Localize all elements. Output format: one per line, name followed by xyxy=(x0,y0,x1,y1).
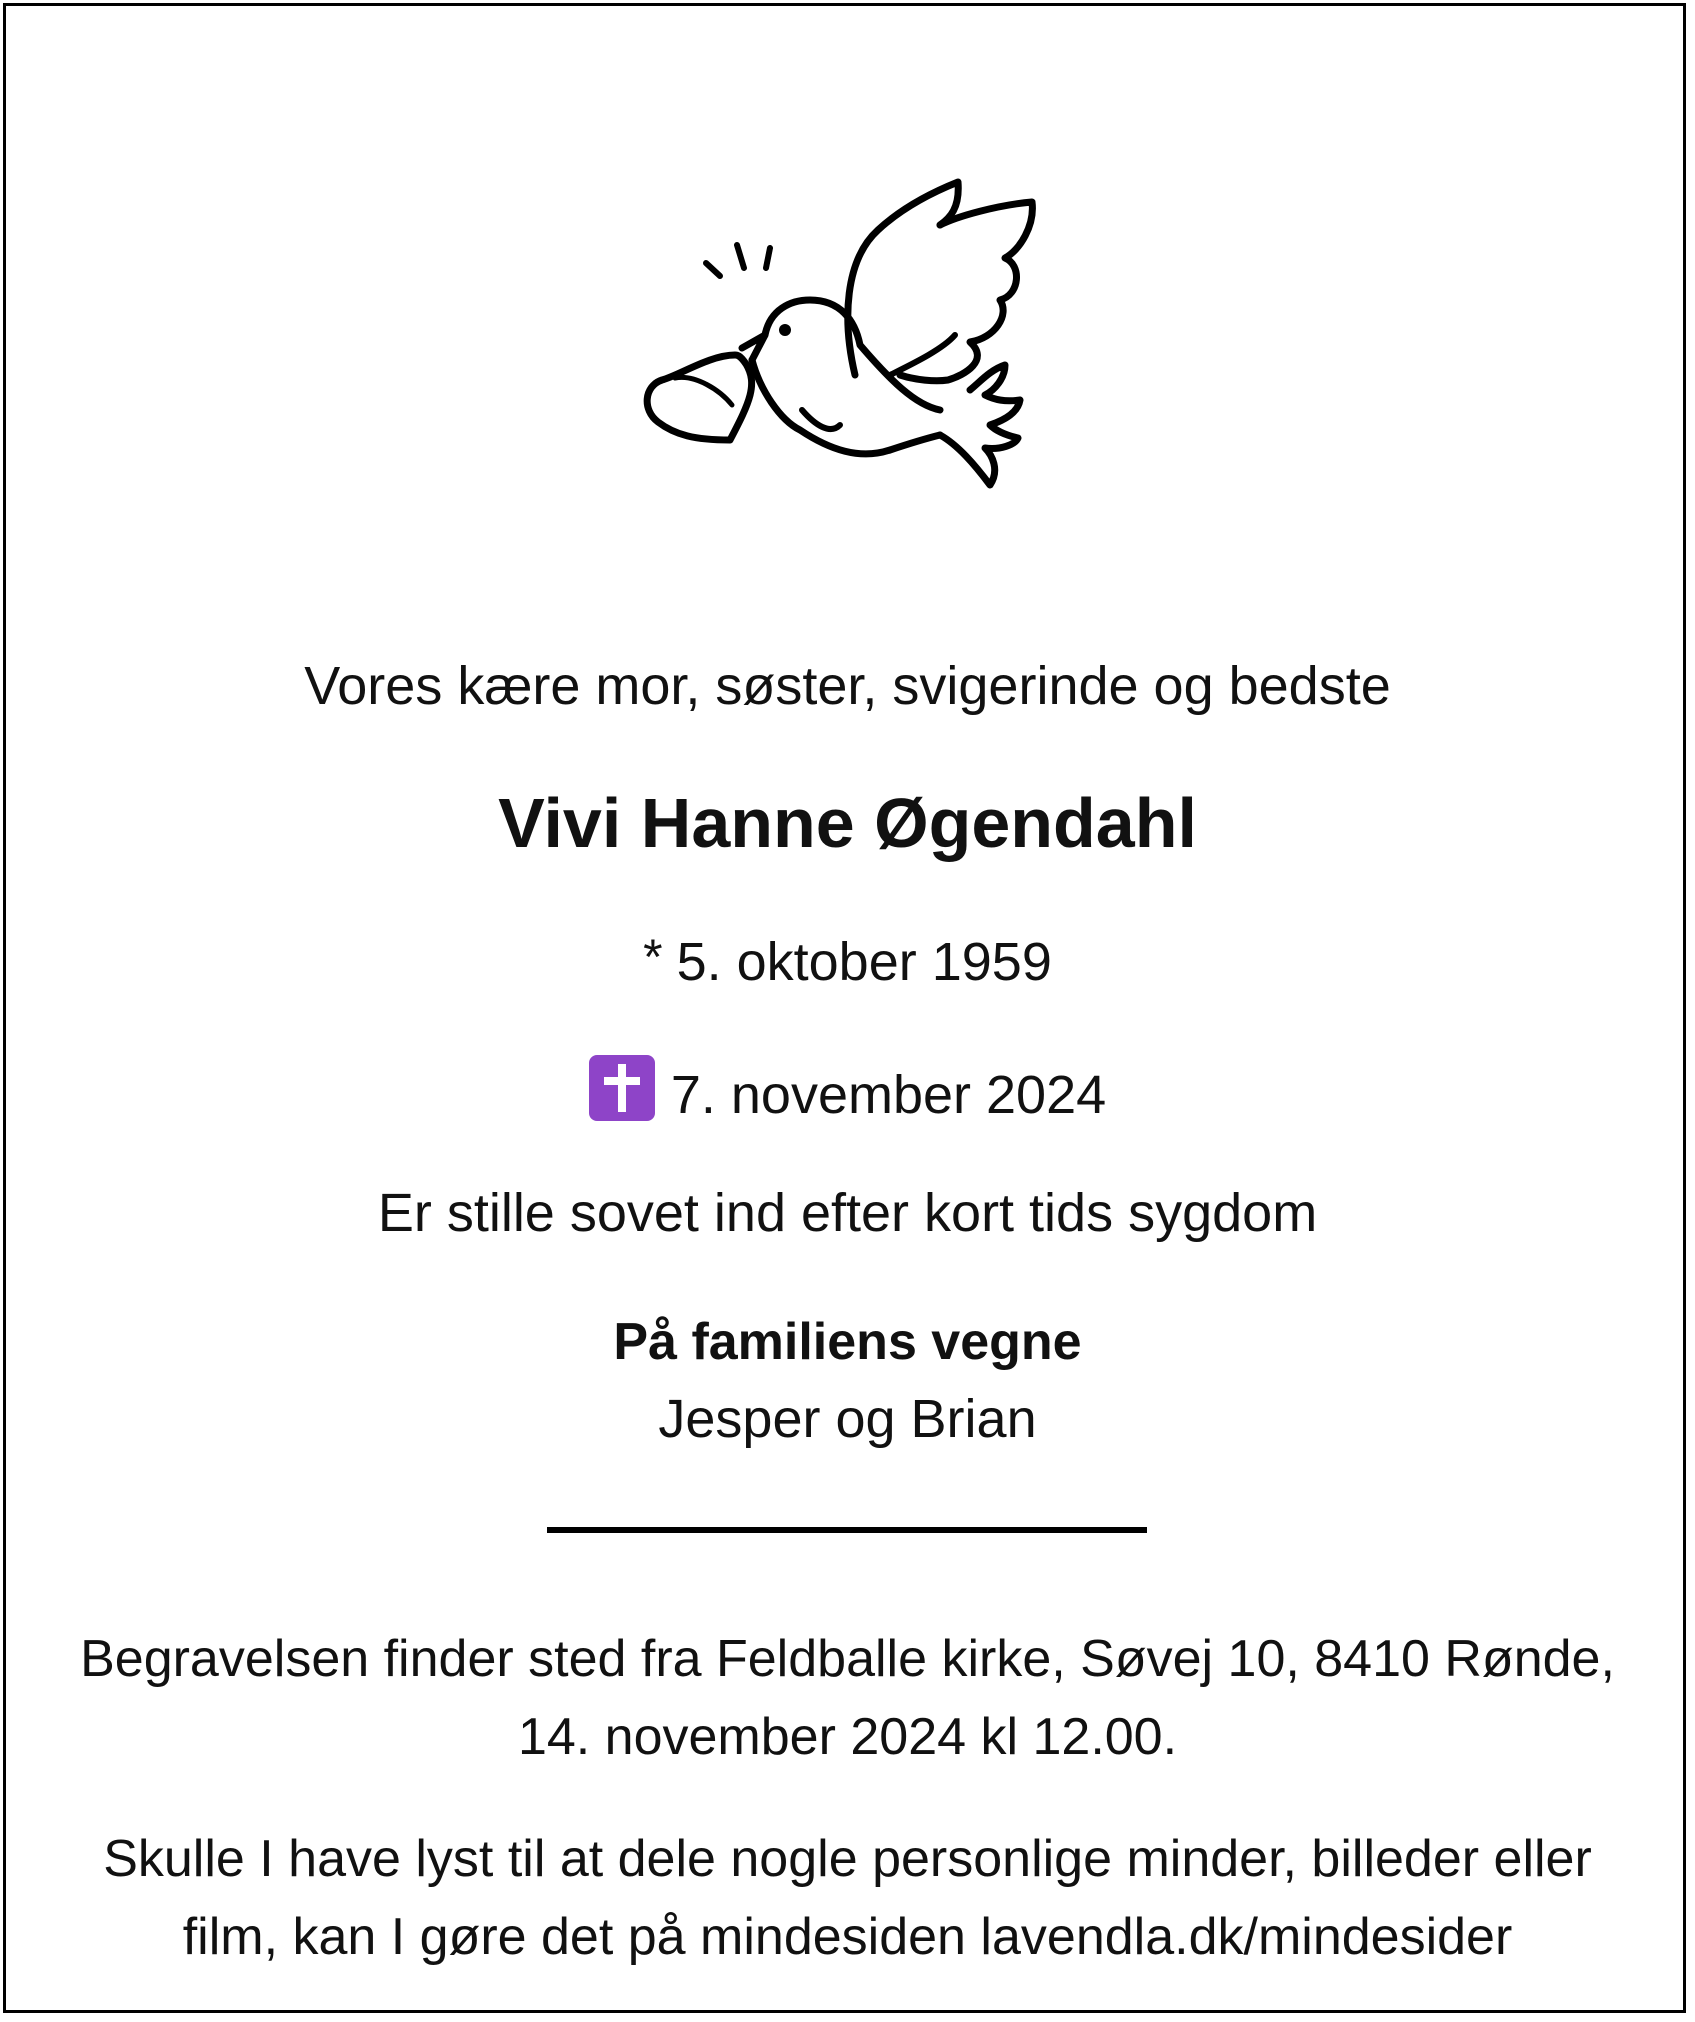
latin-cross-icon xyxy=(589,1055,655,1121)
family-title: På familiens vegne xyxy=(613,1313,1082,1371)
funeral-line-2: 14. november 2024 kl 12.00. xyxy=(517,1708,1178,1766)
family-names: Jesper og Brian xyxy=(658,1389,1037,1449)
passing-note: Er stille sovet ind efter kort tids sygdom xyxy=(377,1183,1318,1243)
funeral-info xyxy=(0,1620,1695,1776)
divider xyxy=(547,1527,1147,1533)
death-date-line xyxy=(0,1055,1695,1126)
deceased-name: Vivi Hanne Øgendahl xyxy=(498,784,1197,862)
intro-line: Vores kære mor, søster, svigerinde og bedste xyxy=(304,656,1391,716)
asterisk-icon: * xyxy=(643,929,663,985)
birth-date: 5. oktober 1959 xyxy=(676,932,1052,992)
memories-line-2: film, kan I gøre det på mindesiden lavendla.dk/mindesider xyxy=(182,1908,1513,1966)
funeral-line-1: Begravelsen finder sted fra Feldballe kirke, Søvej 10, 8410 Rønde, xyxy=(80,1630,1615,1688)
memories-info xyxy=(0,1820,1695,1976)
dove-with-heart-icon xyxy=(640,150,1050,500)
memories-line-1: Skulle I have lyst til at dele nogle personlige minder, billeder eller xyxy=(103,1830,1592,1888)
death-date: 7. november 2024 xyxy=(670,1065,1107,1125)
birth-date-line xyxy=(0,928,1695,993)
